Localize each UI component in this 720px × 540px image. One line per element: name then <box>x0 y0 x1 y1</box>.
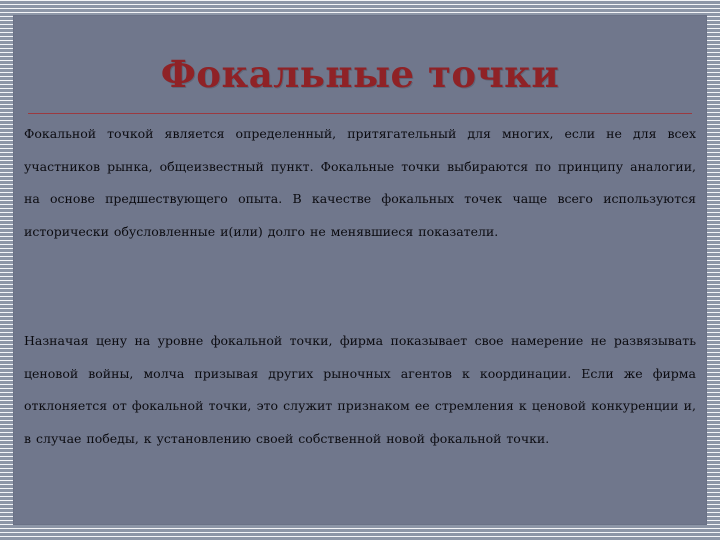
slide-title: Фокальные точки <box>160 52 560 96</box>
slide-panel <box>14 16 706 524</box>
title-divider <box>28 113 692 114</box>
paragraph-definition: Фокальной точкой является определенный, притягательный для многих, если не для всех участников рынка, общеизвестный пункт. Фокальные точки выбираются по принципу аналогии, на основе предшествующего опыта. В качестве фокальных точек чаще всего используются исторически обусловленные и(или) долго не менявшиеся показатели. <box>24 126 696 239</box>
paragraph-pricing: Назначая цену на уровне фокальной точки, фирма показывает свое намерение не развязывать ценовой войны, молча призывая других рыночных агентов к координации. Если же фирма отклоняется от фокальной точки, это служит признаком ее стремления к ценовой конкуренции и, в случае победы, к установлению своей собственной новой фокальной точки. <box>24 333 696 446</box>
